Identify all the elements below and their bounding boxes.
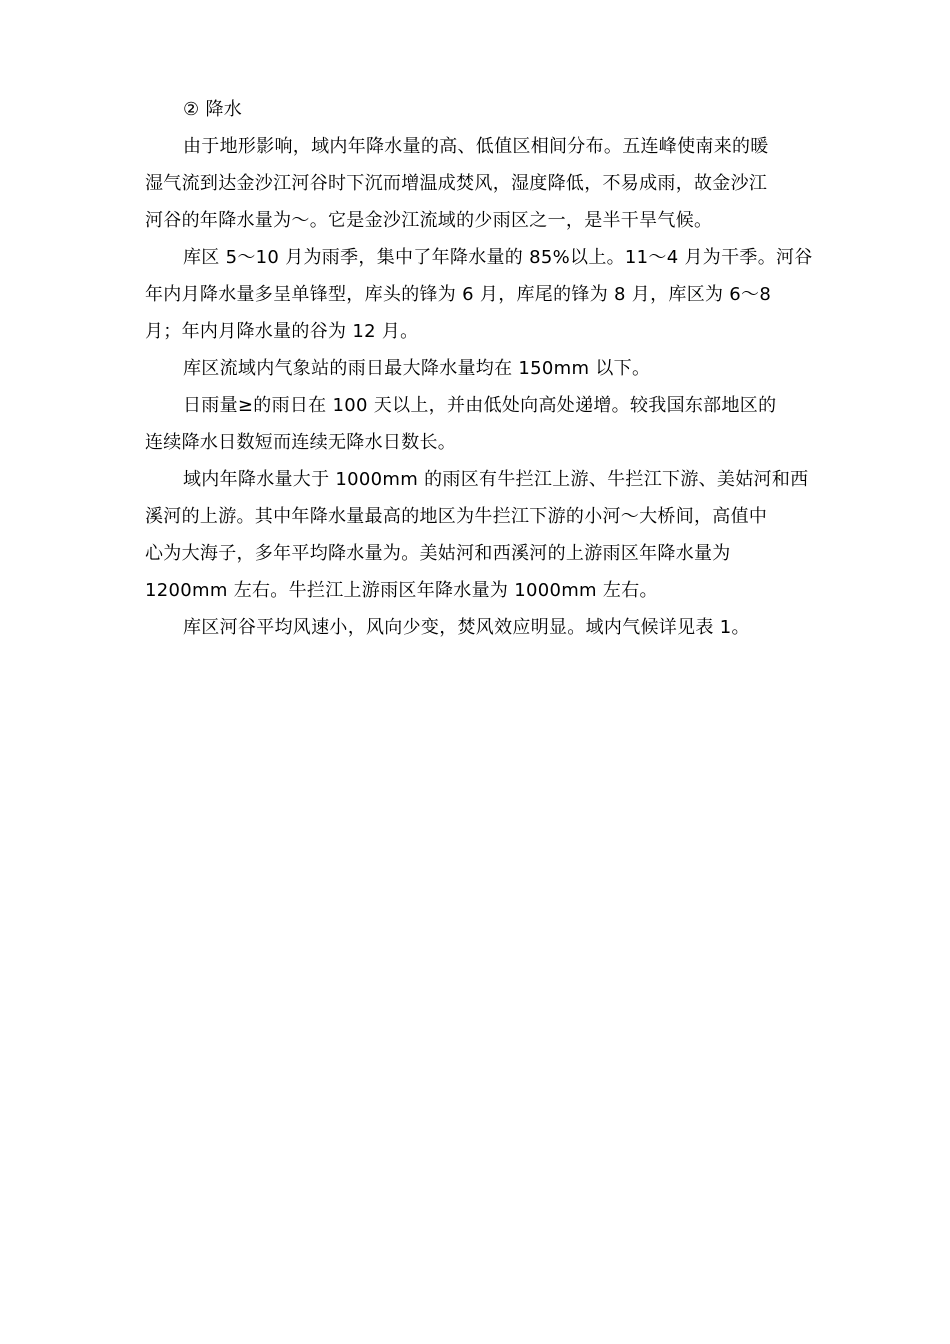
paragraph-line: 由于地形影响，域内年降水量的高、低值区相间分布。五连峰使南来的暖 <box>183 136 769 157</box>
paragraph-line: 河谷的年降水量为～。它是金沙江流域的少雨区之一，是半干旱气候。 <box>145 210 713 231</box>
paragraph-max-daily-rainfall <box>145 350 810 387</box>
paragraph-line: 库区河谷平均风速小，风向少变，焚风效应明显。域内气候详见表 1。 <box>183 617 750 638</box>
paragraph-line: 域内年降水量大于 1000mm 的雨区有牛拦江上游、牛拦江下游、美姑河和西 <box>183 469 809 490</box>
paragraph-line: 心为大海子，多年平均降水量为。美姑河和西溪河的上游雨区年降水量为 <box>145 543 731 564</box>
paragraph-line: 连续降水日数短而连续无降水日数长。 <box>145 432 457 453</box>
paragraph-rain-zones <box>145 461 810 609</box>
paragraph-line: 库区 5～10 月为雨季，集中了年降水量的 85%以上。11～4 月为干季。河谷 <box>183 247 813 268</box>
paragraph-rain-days <box>145 387 810 461</box>
paragraph-line: 1200mm 左右。牛拦江上游雨区年降水量为 1000mm 左右。 <box>145 580 658 601</box>
document-body <box>145 91 813 646</box>
paragraph-line: 湿气流到达金沙江河谷时下沉而增温成焚风，湿度降低，不易成雨，故金沙江 <box>145 173 768 194</box>
paragraph-line: 年内月降水量多呈单锋型，库头的锋为 6 月，库尾的锋为 8 月，库区为 6～8 <box>145 284 772 305</box>
paragraph-terrain-effect <box>145 128 810 239</box>
paragraph-line: 月；年内月降水量的谷为 12 月。 <box>145 321 419 342</box>
paragraph-line: 日雨量≥的雨日在 100 天以上，并由低处向高处递增。较我国东部地区的 <box>183 395 777 416</box>
section-heading: ② 降水 <box>183 99 243 120</box>
paragraph-line: 溪河的上游。其中年降水量最高的地区为牛拦江下游的小河～大桥间，高值中 <box>145 506 768 527</box>
paragraph-line: 库区流域内气象站的雨日最大降水量均在 150mm 以下。 <box>183 358 651 379</box>
paragraph-rainy-season <box>145 239 813 350</box>
paragraph-wind-climate <box>145 609 810 646</box>
